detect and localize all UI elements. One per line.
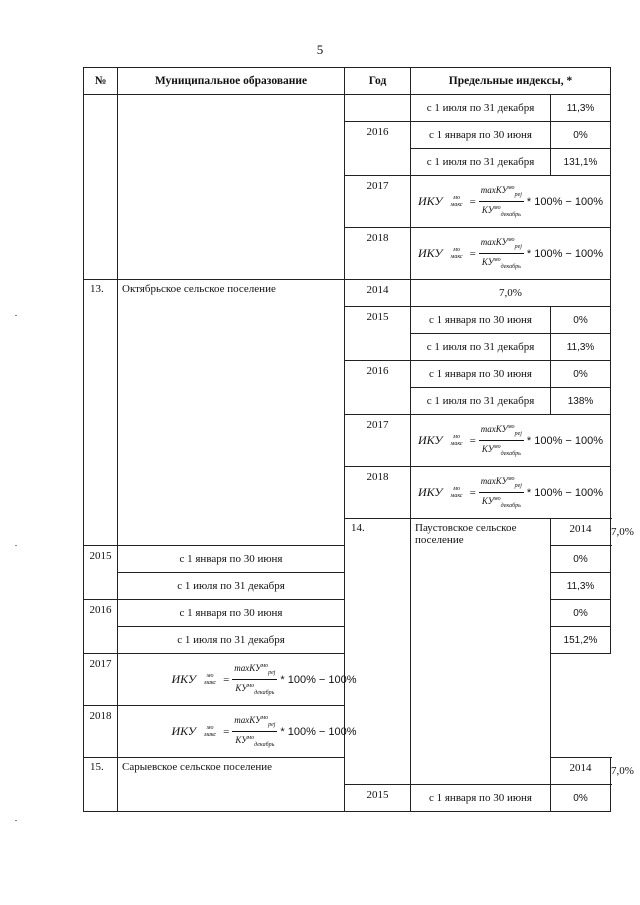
scan-speck [15,545,17,546]
cell-period: с 1 июля по 31 декабря [411,95,551,122]
cell-year: 2015 [345,307,411,361]
cell-no: 15. [84,758,118,812]
formula-numerator: maxКУ [480,424,508,435]
scan-speck [15,315,17,316]
formula-lhs-sub: макс [204,731,217,738]
formula-denominator: КУ [481,496,494,506]
cell-period: с 1 января по 30 июня [118,546,345,573]
cell-year: 2017 [84,654,118,706]
header-municipality: Муниципальное образование [118,68,345,95]
formula-denominator: КУ [235,735,248,745]
cell-year [345,95,411,122]
formula-lhs-sub: макс [450,253,463,260]
formula-fraction: $\frac{\max КУ^{мо}_{реј}}{КУ^{мо}_{декабрь}}$ [234,715,276,748]
index-formula: ИКУ мо макс = $\frac{\max КУ^{мо}_{реј}}{КУ^{мо}_{декабрь}}$ * 100% − 100% [417,185,604,218]
index-formula: ИКУ мо макс = $\frac{\max КУ^{мо}_{реј}}{КУ^{мо}_{декабрь}}$ * 100% − 100% [417,476,604,509]
formula-lhs-sub: макс [450,492,463,499]
formula-numerator: maxКУ [234,715,262,726]
formula-lhs: ИКУ [171,724,196,738]
cell-value: 0% [551,361,611,388]
formula-lhs: ИКУ [417,433,443,447]
formula-lhs-sub: макс [204,679,217,686]
formula-tail: * 100% − 100% [526,486,604,499]
formula-tail: * 100% − 100% [526,195,604,208]
cell-period: с 1 июля по 31 декабря [411,388,551,415]
price-index-table [83,67,634,812]
formula-numerator: maxКУ [480,237,508,248]
table-header-row [84,68,611,95]
cell-municipality: Октябрьское сельское поселение [118,280,345,546]
formula-lhs: ИКУ [417,485,443,499]
table-row [84,280,611,307]
formula-tail: * 100% − 100% [526,434,604,447]
header-no: № [84,68,118,95]
cell-year: 2014 [345,280,411,307]
cell-year: 2017 [345,176,411,228]
index-formula: ИКУ мо макс = $\frac{\max КУ^{мо}_{реј}}{КУ^{мо}_{декабрь}}$ * 100% − 100% [417,424,604,457]
formula-denominator: КУ [481,205,494,215]
cell-value: 0% [551,307,611,334]
cell-value: 131,1% [551,149,611,176]
cell-year: 2018 [84,706,118,758]
formula-denominator: КУ [481,257,494,267]
formula-lhs-sup: мо [453,433,460,440]
formula-lhs-sub: макс [450,201,463,208]
cell-period: с 1 января по 30 июня [411,307,551,334]
cell-period: с 1 января по 30 июня [411,122,551,149]
cell-period: с 1 января по 30 июня [411,785,551,812]
table-row: 15. Сарыевское сельское поселение 2014 7,0% [84,758,611,785]
formula-fraction: $\frac{\max КУ^{мо}_{реј}}{КУ^{мо}_{декабрь}}$ [480,476,522,509]
formula-denominator: КУ [481,444,494,454]
cell-municipality: Паустовское сельское поселение [411,519,551,785]
cell-formula [118,706,411,758]
formula-lhs-sup: мо [453,485,460,492]
header-year: Год [345,68,411,95]
cell-year: 2016 [84,600,118,654]
table-row: 14. Паустовское сельское поселение 2014 7,0% [84,519,611,546]
header-indices: Предельные индексы, * [411,68,611,95]
cell-value: 7,0% [411,280,611,307]
formula-fraction: $\frac{\max КУ^{мо}_{реј}}{КУ^{мо}_{декабрь}}$ [480,185,522,218]
cell-value: 11,3% [551,334,611,361]
cell-year: 2014 [551,519,611,546]
cell-value: 0% [551,122,611,149]
cell-period: с 1 июля по 31 декабря [411,334,551,361]
cell-value: 0% [551,600,611,627]
cell-no [84,95,118,280]
cell-year: 2016 [345,361,411,415]
cell-value: 11,3% [551,573,611,600]
formula-tail: * 100% − 100% [280,673,357,686]
formula-lhs-sup: мо [453,194,460,201]
cell-year: 2017 [345,415,411,467]
cell-year: 2016 [345,122,411,176]
formula-numerator: maxКУ [234,663,262,674]
cell-value: 11,3% [551,95,611,122]
scan-speck [15,820,17,821]
page-number: 5 [316,42,324,57]
formula-lhs-sup: мо [206,672,214,679]
index-formula: ИКУ мо макс = $\frac{\max КУ^{мо}_{реј}}{КУ^{мо}_{декабрь}}$ * 100% − 100% [171,663,357,696]
formula-lhs: ИКУ [171,672,196,686]
cell-period: с 1 января по 30 июня [118,600,345,627]
cell-value: 0% [551,546,611,573]
cell-formula [411,415,611,467]
cell-formula [411,228,611,280]
formula-lhs: ИКУ [417,246,443,260]
formula-lhs-sub: макс [450,440,463,447]
formula-fraction: $\frac{\max КУ^{мо}_{реј}}{КУ^{мо}_{декабрь}}$ [480,424,522,457]
cell-year: 2018 [345,228,411,280]
cell-value: 138% [551,388,611,415]
formula-fraction: $\frac{\max КУ^{мо}_{реј}}{КУ^{мо}_{декабрь}}$ [480,237,522,270]
cell-municipality [118,95,345,280]
table-row [84,95,611,122]
cell-year: 2015 [345,785,411,812]
cell-year: 2018 [345,467,411,519]
formula-tail: * 100% − 100% [280,725,357,738]
formula-numerator: maxКУ [480,185,508,196]
cell-period: с 1 июля по 31 декабря [118,573,345,600]
cell-period: с 1 июля по 31 декабря [411,149,551,176]
formula-lhs: ИКУ [417,194,443,208]
formula-lhs-sup: мо [453,246,460,253]
cell-municipality: Сарыевское сельское поселение [118,758,345,812]
cell-formula [118,654,411,706]
cell-value: 151,2% [551,627,611,654]
formula-lhs-sup: мо [206,724,214,731]
cell-year: 2015 [84,546,118,600]
index-formula: ИКУ мо макс = $\frac{\max КУ^{мо}_{реј}}{КУ^{мо}_{декабрь}}$ * 100% − 100% [171,715,357,748]
cell-formula [411,176,611,228]
cell-no: 14. [345,519,411,785]
formula-tail: * 100% − 100% [526,247,604,260]
cell-year: 2014 [551,758,611,785]
cell-formula [411,467,611,519]
cell-period: с 1 января по 30 июня [411,361,551,388]
formula-numerator: maxКУ [480,476,508,487]
cell-no: 13. [84,280,118,546]
formula-denominator: КУ [235,683,248,693]
formula-fraction: $\frac{\max КУ^{мо}_{реј}}{КУ^{мо}_{декабрь}}$ [234,663,276,696]
index-formula: ИКУ мо макс = $\frac{\max КУ^{мо}_{реј}}{КУ^{мо}_{декабрь}}$ * 100% − 100% [417,237,604,270]
cell-value: 0% [551,785,611,812]
cell-period: с 1 июля по 31 декабря [118,627,345,654]
